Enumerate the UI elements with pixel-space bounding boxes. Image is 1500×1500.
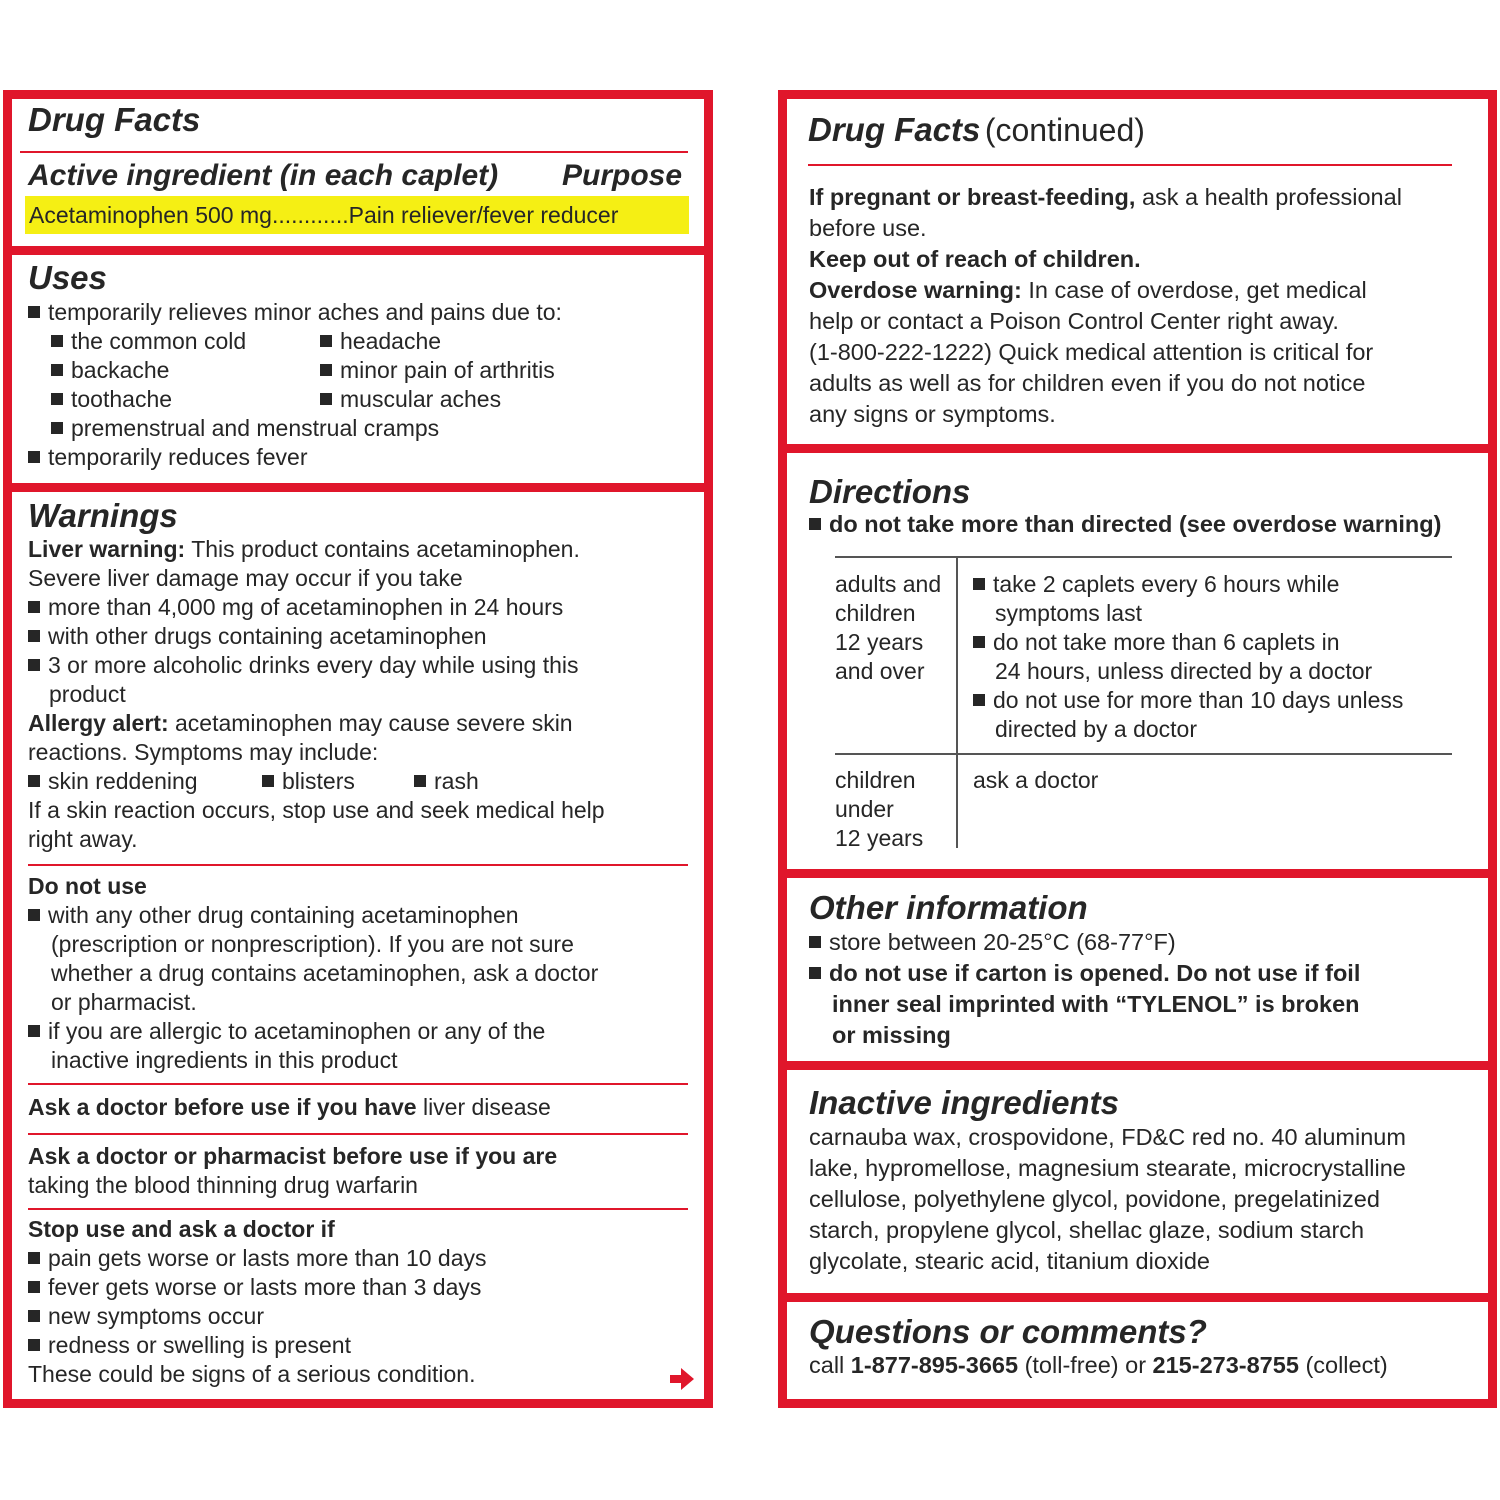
liver-bullet bbox=[28, 651, 579, 680]
overdose-line: help or contact a Poison Control Center right away. bbox=[809, 308, 1339, 334]
inactive-ingredients-title: Inactive ingredients bbox=[809, 1084, 1119, 1121]
bullet-icon bbox=[28, 1252, 40, 1264]
adult-instruction bbox=[973, 570, 1339, 599]
adult-instruction bbox=[973, 686, 1403, 715]
inactive-line: glycolate, stearic acid, titanium dioxide bbox=[809, 1248, 1211, 1274]
section-divider bbox=[778, 444, 1497, 453]
overdose-line: any signs or symptoms. bbox=[809, 401, 1056, 427]
directions-title: Directions bbox=[809, 473, 971, 510]
inactive-line: lake, hypromellose, magnesium stearate, microcrystalline bbox=[809, 1155, 1406, 1181]
warnings-rule bbox=[28, 1208, 688, 1210]
bullet-icon bbox=[414, 775, 426, 787]
drug-facts-title-text: Drug Facts bbox=[28, 101, 201, 138]
allergy-item bbox=[414, 767, 479, 796]
bullet-icon bbox=[809, 518, 821, 530]
title-rule bbox=[808, 164, 1452, 166]
allergy-alert bbox=[28, 709, 573, 738]
overdose-bold: Overdose warning: bbox=[809, 277, 1022, 303]
ask-doctor-bold: Ask a doctor before use if you have bbox=[28, 1094, 417, 1120]
uses-intro-text: temporarily relieves minor aches and pains due to: bbox=[48, 299, 562, 325]
liver-bullet-cont: product bbox=[49, 681, 126, 707]
active-ingredient-text: Acetaminophen 500 mg............Pain reliever/fever reducer bbox=[29, 202, 619, 228]
allergy-item bbox=[28, 767, 198, 796]
bullet-icon bbox=[51, 422, 63, 434]
liver-bullet-text: 3 or more alcoholic drinks every day while using this bbox=[48, 652, 579, 678]
bullet-icon bbox=[28, 775, 40, 787]
skin-stop-line2: right away. bbox=[28, 826, 138, 852]
liver-warning-line2: Severe liver damage may occur if you take bbox=[28, 565, 463, 591]
skin-stop-line1: If a skin reaction occurs, stop use and seek medical help bbox=[28, 797, 605, 823]
adult-label: and over bbox=[835, 658, 925, 684]
uses-item-text: the common cold bbox=[71, 328, 247, 354]
adult-label: 12 years bbox=[835, 629, 924, 655]
pregnant-line bbox=[809, 183, 1402, 212]
bullet-icon bbox=[320, 364, 332, 376]
uses-item-text: minor pain of arthritis bbox=[340, 357, 555, 383]
uses-item-text: premenstrual and menstrual cramps bbox=[71, 415, 440, 441]
collect-phone[interactable]: 215-273-8755 bbox=[1152, 1352, 1299, 1378]
uses-item-text: backache bbox=[71, 357, 170, 383]
other-info-store-text: store between 20-25°C (68-77°F) bbox=[829, 929, 1176, 955]
directions-main bbox=[809, 510, 1441, 539]
allergy-alert-line2: reactions. Symptoms may include: bbox=[28, 739, 379, 765]
liver-bullet bbox=[28, 593, 563, 622]
stop-use-text: fever gets worse or lasts more than 3 days bbox=[48, 1274, 482, 1300]
other-info-seal bbox=[809, 959, 1360, 988]
adult-instruction-text: do not use for more than 10 days unless bbox=[993, 687, 1404, 713]
other-info-title: Other information bbox=[809, 889, 1088, 926]
section-divider bbox=[778, 1061, 1497, 1070]
liver-bullet-text: more than 4,000 mg of acetaminophen in 24 hours bbox=[48, 594, 564, 620]
uses-item-text: temporarily reduces fever bbox=[48, 444, 308, 470]
uses-cramps bbox=[51, 414, 439, 443]
bullet-icon bbox=[973, 694, 985, 706]
uses-col2-item bbox=[320, 327, 441, 356]
adult-instruction-cont: symptoms last bbox=[995, 600, 1142, 626]
bullet-icon bbox=[28, 630, 40, 642]
bullet-icon bbox=[28, 451, 40, 463]
adult-instruction-text: take 2 caplets every 6 hours while bbox=[993, 571, 1340, 597]
do-not-use-cont: (prescription or nonprescription). If you are not sure bbox=[51, 931, 574, 957]
other-info-seal-text: do not use if carton is opened. Do not use if foil bbox=[829, 960, 1361, 986]
pregnant-rest: ask a health professional bbox=[1141, 184, 1402, 210]
uses-item-text: muscular aches bbox=[340, 386, 502, 412]
section-divider bbox=[3, 483, 713, 492]
bullet-icon bbox=[51, 335, 63, 347]
bullet-icon bbox=[28, 909, 40, 921]
allergy-item-text: rash bbox=[434, 768, 479, 794]
uses-col1-item bbox=[51, 385, 172, 414]
child-label: under bbox=[835, 796, 894, 822]
keep-out-reach: Keep out of reach of children. bbox=[809, 246, 1141, 272]
bullet-icon bbox=[262, 775, 274, 787]
do-not-use-item bbox=[28, 901, 519, 930]
section-divider bbox=[778, 869, 1497, 878]
inactive-line: cellulose, polyethylene glycol, povidone, pregelatinized bbox=[809, 1186, 1380, 1212]
do-not-use-cont: inactive ingredients in this product bbox=[51, 1047, 398, 1073]
child-label: 12 years bbox=[835, 825, 924, 851]
uses-fever bbox=[28, 443, 308, 472]
drug-facts-title-text: Drug Facts bbox=[808, 111, 981, 148]
liver-warning-label: Liver warning: bbox=[28, 536, 186, 562]
purpose-header: Purpose bbox=[562, 159, 683, 192]
collect-label: (collect) bbox=[1305, 1352, 1388, 1378]
bullet-icon bbox=[28, 1310, 40, 1322]
liver-warning-text: This product contains acetaminophen. bbox=[191, 536, 580, 562]
bullet-icon bbox=[28, 1025, 40, 1037]
child-instruction: ask a doctor bbox=[973, 767, 1099, 793]
stop-use-item bbox=[28, 1331, 351, 1360]
other-info-store bbox=[809, 928, 1176, 957]
allergy-alert-text: acetaminophen may cause severe skin bbox=[175, 710, 573, 736]
inactive-line: starch, propylene glycol, shellac glaze, sodium starch bbox=[809, 1217, 1365, 1243]
stop-use-item bbox=[28, 1302, 264, 1331]
overdose-rest: In case of overdose, get medical bbox=[1028, 277, 1367, 303]
questions-contact bbox=[809, 1351, 1388, 1380]
do-not-use-cont: whether a drug contains acetaminophen, ask a doctor bbox=[51, 960, 599, 986]
uses-col2-item bbox=[320, 356, 555, 385]
warnings-rule bbox=[28, 1133, 688, 1135]
bullet-icon bbox=[809, 967, 821, 979]
overdose-line: (1-800-222-1222) Quick medical attention is critical for bbox=[809, 339, 1374, 365]
directions-main-text: do not take more than directed (see overdose warning) bbox=[829, 511, 1442, 537]
bullet-icon bbox=[28, 1339, 40, 1351]
ask-pharmacist-rest: taking the blood thinning drug warfarin bbox=[28, 1172, 418, 1198]
adult-instruction-cont: directed by a doctor bbox=[995, 716, 1198, 742]
warnings-rule bbox=[28, 1083, 688, 1085]
pregnant-line2: before use. bbox=[809, 215, 927, 241]
do-not-use-cont: or pharmacist. bbox=[51, 989, 197, 1015]
bullet-icon bbox=[320, 393, 332, 405]
drug-facts-title bbox=[28, 100, 200, 140]
toll-free-label: (toll-free) or bbox=[1024, 1352, 1147, 1378]
warnings-rule bbox=[28, 864, 688, 866]
uses-col2-item bbox=[320, 385, 501, 414]
directions-table-column-divider bbox=[956, 558, 958, 848]
uses-intro bbox=[28, 298, 562, 327]
bullet-icon bbox=[973, 636, 985, 648]
liver-bullet bbox=[28, 622, 487, 651]
continued-text: (continued) bbox=[984, 112, 1145, 148]
bullet-icon bbox=[28, 1281, 40, 1293]
bullet-icon bbox=[51, 364, 63, 376]
bullet-icon bbox=[28, 306, 40, 318]
pregnant-bold: If pregnant or breast-feeding, bbox=[809, 184, 1136, 210]
questions-title: Questions or comments? bbox=[809, 1313, 1207, 1350]
uses-title: Uses bbox=[28, 259, 107, 296]
ask-pharmacist-bold: Ask a doctor or pharmacist before use if you are bbox=[28, 1143, 558, 1169]
bullet-icon bbox=[320, 335, 332, 347]
active-ingredient-header: Active ingredient (in each caplet) bbox=[28, 159, 499, 192]
directions-table-rule bbox=[835, 556, 1452, 558]
do-not-use-item bbox=[28, 1017, 545, 1046]
adult-instruction-text: do not take more than 6 caplets in bbox=[993, 629, 1340, 655]
stop-use-item bbox=[28, 1273, 481, 1302]
directions-table-rule bbox=[835, 753, 1452, 755]
liver-warning bbox=[28, 535, 580, 564]
overdose-warning bbox=[809, 276, 1367, 305]
bullet-icon bbox=[973, 578, 985, 590]
stop-use-text: redness or swelling is present bbox=[48, 1332, 351, 1358]
bullet-icon bbox=[809, 936, 821, 948]
uses-col1-item bbox=[51, 327, 246, 356]
stop-use-footer: These could be signs of a serious condition. bbox=[28, 1361, 476, 1387]
stop-use-item bbox=[28, 1244, 487, 1273]
title-rule bbox=[20, 151, 688, 153]
bullet-icon bbox=[28, 601, 40, 613]
adult-instruction-cont: 24 hours, unless directed by a doctor bbox=[995, 658, 1373, 684]
other-info-seal-cont: or missing bbox=[832, 1022, 951, 1048]
stop-use-title: Stop use and ask a doctor if bbox=[28, 1216, 335, 1242]
section-divider bbox=[778, 1293, 1497, 1302]
active-ingredient-line bbox=[25, 196, 689, 234]
inactive-line: carnauba wax, crospovidone, FD&C red no. 40 aluminum bbox=[809, 1124, 1406, 1150]
drug-facts-continued-title bbox=[808, 110, 1145, 150]
adult-label: adults and bbox=[835, 571, 942, 597]
overdose-line: adults as well as for children even if you do not notice bbox=[809, 370, 1366, 396]
stop-use-text: new symptoms occur bbox=[48, 1303, 265, 1329]
section-divider bbox=[3, 246, 713, 255]
adult-instruction bbox=[973, 628, 1340, 657]
allergy-item bbox=[262, 767, 355, 796]
bullet-icon bbox=[51, 393, 63, 405]
bullet-icon bbox=[28, 659, 40, 671]
do-not-use-title: Do not use bbox=[28, 873, 147, 899]
uses-item-text: headache bbox=[340, 328, 442, 354]
allergy-alert-label: Allergy alert: bbox=[28, 710, 169, 736]
warnings-title: Warnings bbox=[28, 497, 178, 534]
uses-col1-item bbox=[51, 356, 169, 385]
uses-item-text: toothache bbox=[71, 386, 173, 412]
adult-label: children bbox=[835, 600, 916, 626]
continue-arrow-icon bbox=[670, 1368, 694, 1390]
questions-call: call bbox=[809, 1352, 845, 1378]
toll-free-phone[interactable]: 1-877-895-3665 bbox=[850, 1352, 1019, 1378]
liver-bullet-text: with other drugs containing acetaminophen bbox=[48, 623, 487, 649]
other-info-seal-cont: inner seal imprinted with “TYLENOL” is broken bbox=[832, 991, 1360, 1017]
ask-doctor-rest: liver disease bbox=[422, 1094, 551, 1120]
do-not-use-text: with any other drug containing acetaminophen bbox=[48, 902, 519, 928]
allergy-item-text: skin reddening bbox=[48, 768, 198, 794]
ask-doctor-line bbox=[28, 1093, 551, 1122]
stop-use-text: pain gets worse or lasts more than 10 days bbox=[48, 1245, 487, 1271]
child-label: children bbox=[835, 767, 916, 793]
allergy-item-text: blisters bbox=[282, 768, 355, 794]
do-not-use-text: if you are allergic to acetaminophen or any of the bbox=[48, 1018, 546, 1044]
